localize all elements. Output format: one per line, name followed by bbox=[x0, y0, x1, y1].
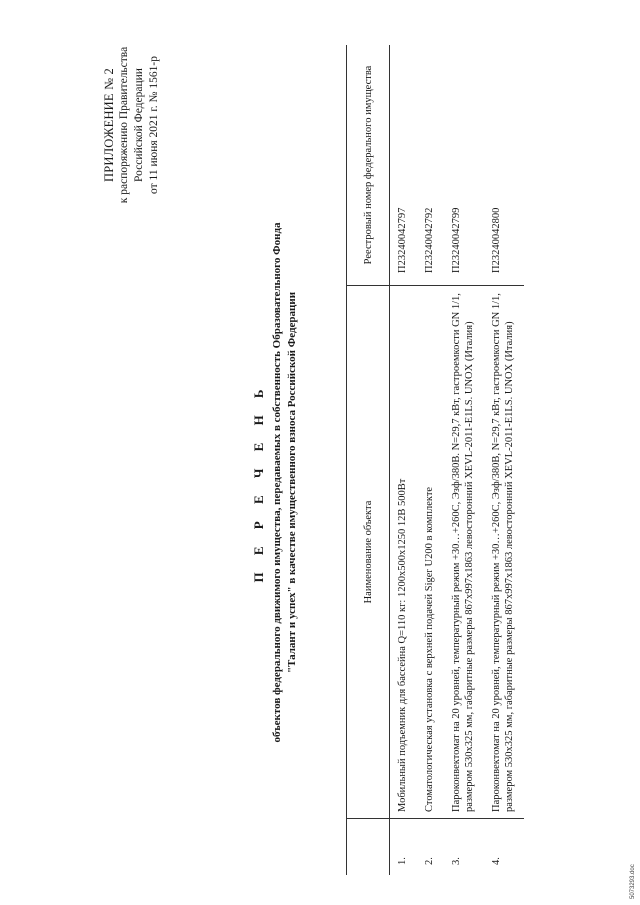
row-number: 1. bbox=[397, 857, 408, 865]
table-row bbox=[484, 45, 524, 875]
title-line-1: объектов федерального движимого имущества, передаваемых в собственность Образовательного Фонда bbox=[271, 222, 283, 743]
appendix-line-2: Российской Федерации bbox=[133, 68, 145, 182]
document-id: 5073293.doc bbox=[630, 864, 636, 899]
row-name: Стоматологическая установка с верхней подачей Siger U200 в комплекте bbox=[417, 286, 444, 819]
header-registry: Реестровый номер федерального имущества bbox=[347, 45, 390, 286]
row-number: 4. bbox=[491, 857, 502, 865]
table-row bbox=[444, 45, 484, 875]
row-name: Пароконвектомат на 20 уровней, температурный режим +30…+260С, Эзф/380В, N=29,7 кВт, гастроемкости GN 1/1, размером 530х325 мм, габаритные размеры 867х997х1863 левосторонний XEVL-2011-E1LS. UNOX (Италия) bbox=[484, 286, 524, 819]
property-table bbox=[346, 45, 524, 875]
header-number bbox=[347, 819, 390, 876]
header-name: Наименование объекта bbox=[347, 286, 390, 819]
appendix-heading: ПРИЛОЖЕНИЕ № 2 bbox=[102, 68, 116, 182]
table-row bbox=[417, 45, 444, 875]
row-number: 2. bbox=[424, 857, 435, 865]
title-word: П Е Р Е Ч Е Н Ь bbox=[251, 382, 266, 583]
row-registry-number: П23240042800 bbox=[491, 207, 502, 273]
row-number: 3. bbox=[451, 857, 462, 865]
appendix-line-3: от 11 июня 2021 г. № 1561-р bbox=[148, 56, 160, 194]
appendix-header bbox=[102, 35, 162, 215]
title-line-2: "Талант и успех" в качестве имущественного взноса Российской Федерации bbox=[286, 291, 298, 674]
row-registry-number: П23240042797 bbox=[397, 207, 408, 273]
document-title bbox=[248, 100, 300, 865]
row-registry-number: П23240042799 bbox=[451, 207, 462, 273]
table-row bbox=[390, 45, 418, 875]
row-name: Пароконвектомат на 20 уровней, температурный режим +30…+260С, Эзф/380В. N=29,7 кВт, гастроемкости GN 1/1, размером 530х325 мм, габаритные размеры 867х997х1863 левосторонний XEVL-2011-E1LS. UNOX (Италия) bbox=[444, 286, 484, 819]
row-name: Мобильный подъемник для бассейна Q=110 кг: 1200х500х1250 12В 500Вт bbox=[390, 286, 418, 819]
appendix-line-1: к распоряжению Правительства bbox=[118, 46, 130, 204]
row-registry-number: П23240042792 bbox=[424, 207, 435, 273]
table-header-row bbox=[347, 45, 390, 875]
